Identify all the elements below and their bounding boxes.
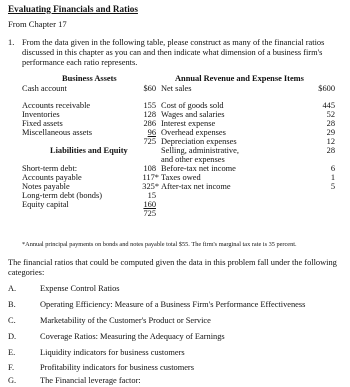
question-number: 1.: [8, 38, 15, 47]
income-value: 6: [330, 164, 335, 173]
asset-value: 128: [143, 110, 156, 119]
liability-value: 117*: [142, 173, 159, 182]
liabilities-header: Liabilities and Equity: [50, 146, 128, 155]
assets-header: Business Assets: [62, 74, 117, 83]
expense-label: and other expenses: [161, 155, 225, 164]
expense-label: Overhead expenses: [161, 128, 226, 137]
expense-label: Wages and salaries: [161, 110, 225, 119]
cash-label: Cash account: [22, 84, 67, 93]
asset-value: 286: [143, 119, 156, 128]
liability-value: 160: [143, 200, 156, 209]
category-text: Liquidity indicators for business customers: [40, 348, 185, 357]
expense-value: 52: [326, 110, 335, 119]
asset-label: Accounts receivable: [22, 101, 91, 110]
net-sales-label: Net sales: [161, 84, 192, 93]
liability-value: 325*: [142, 182, 159, 191]
category-letter: G.: [8, 376, 17, 385]
liability-label: Long-term debt (bonds): [22, 191, 103, 200]
category-letter: A.: [8, 284, 17, 293]
category-text: Operating Efficiency: Measure of a Business Firm's Performance Effectiveness: [40, 300, 306, 309]
category-text: The Financial leverage factor:: [40, 376, 141, 385]
income-label: After-tax net income: [161, 182, 231, 191]
expense-value: 12: [326, 137, 335, 146]
income-value: 5: [330, 182, 335, 191]
liability-label: Short-term debt:: [22, 164, 78, 173]
income-value: 1: [330, 173, 335, 182]
table-footnote: *Annual principal payments on bonds and notes payable total $55. The firm's marginal tax rate is 35 percent.: [22, 241, 297, 248]
assets-total: 725: [143, 137, 156, 146]
liability-value: 108: [143, 164, 156, 173]
liability-label: Equity capital: [22, 200, 69, 209]
expense-label: Selling, administrative,: [161, 146, 239, 155]
page-title: Evaluating Financials and Ratios: [8, 4, 138, 14]
category-text: Profitability indicators for business customers: [40, 363, 194, 372]
liability-label: Accounts payable: [22, 173, 82, 182]
liability-value: 15: [147, 191, 156, 200]
cash-value: $60: [143, 84, 156, 93]
income-label: Taxes owed: [161, 173, 201, 182]
asset-label: Miscellaneous assets: [22, 128, 93, 137]
asset-value: 96: [147, 128, 156, 137]
expense-label: Interest expense: [161, 119, 216, 128]
expense-value: 29: [326, 128, 335, 137]
asset-label: Fixed assets: [22, 119, 63, 128]
asset-value: 155: [143, 101, 156, 110]
expense-value: 28: [326, 119, 335, 128]
revenue-expense-header: Annual Revenue and Expense Items: [175, 74, 304, 83]
category-text: Coverage Ratios: Measuring the Adequacy of Earnings: [40, 332, 225, 341]
income-label: Before-tax net income: [161, 164, 236, 173]
question-text: From the data given in the following table, please construct as many of the financial ratios discussed in this chapter as you can and then indicate what dimension of a business firm's performance each ratio represents.: [22, 38, 325, 67]
liabilities-total: 725: [143, 209, 156, 218]
category-letter: C.: [8, 316, 16, 325]
category-letter: B.: [8, 300, 16, 309]
category-text: Expense Control Ratios: [40, 284, 120, 293]
category-letter: D.: [8, 332, 17, 341]
expense-label: Cost of goods sold: [161, 101, 224, 110]
net-sales-value: $600: [318, 84, 335, 93]
expense-label: Depreciation expenses: [161, 137, 237, 146]
chapter-reference: From Chapter 17: [8, 19, 67, 29]
expense-value: 445: [322, 101, 335, 110]
category-letter: F.: [8, 363, 15, 372]
expense-value: 28: [326, 146, 335, 155]
category-text: Marketability of the Customer's Product or Service: [40, 316, 211, 325]
category-letter: E.: [8, 348, 16, 357]
liability-label: Notes payable: [22, 182, 70, 191]
asset-label: Inventories: [22, 110, 60, 119]
categories-intro: The financial ratios that could be computed given the data in this problem fall under the following categories:: [8, 258, 337, 277]
